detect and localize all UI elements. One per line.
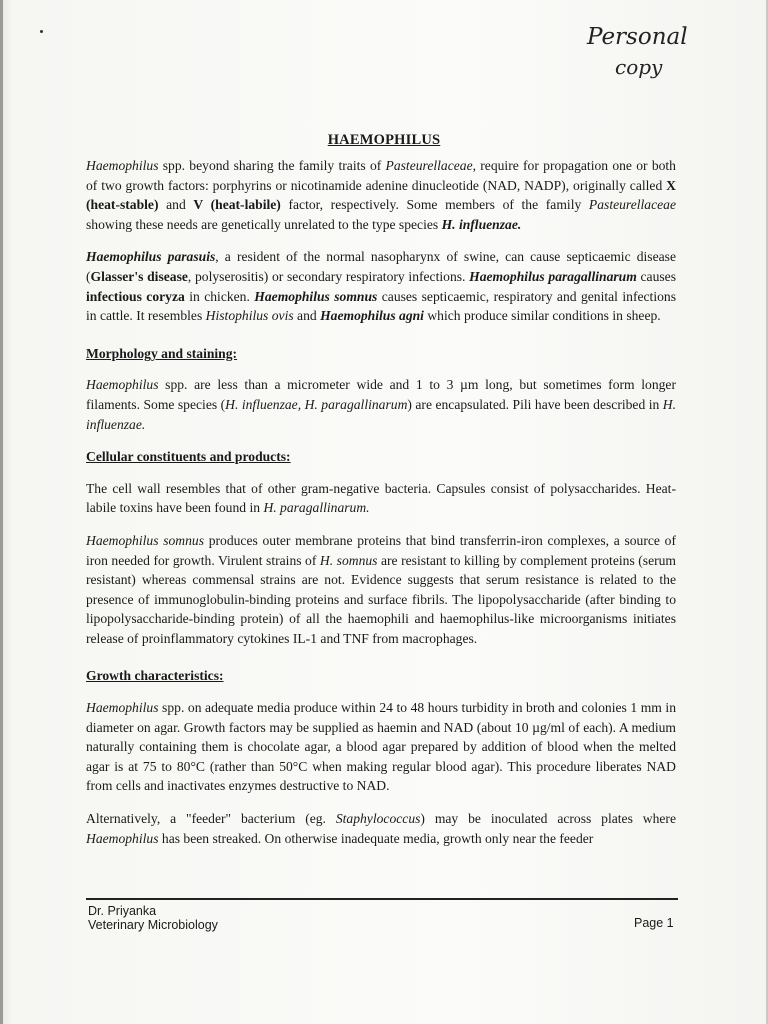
text-run: spp. are less than a micrometer wide and 1 to 3 µm long, but sometimes form longer filaments. Some species ( (86, 377, 676, 412)
species-name: Haemophilus somnus (86, 532, 204, 548)
text-run: , require for propagation one or both of two growth factors: porphyrins or nicotinamide adenine dinucleotide (NAD, NADP), originally called (86, 158, 676, 193)
species-name: Haemophilus somnus (254, 288, 378, 304)
text-run: are resistant to killing by complement proteins (serum resistant) whereas commensal strains are not. Evidence suggests that serum resistance is related to the presence of immunoglobulin-binding proteins and surface fibrils. The lipopolysaccharide (after binding to lipopolysaccharide-binding protein) of all the haemophili and haemophilus-like microorganisms initiates release of proinflammatory cytokines IL-1 and TNF from macrophages. (86, 552, 677, 646)
text-run: ) are encapsulated. Pili have been described in (407, 396, 663, 412)
footer-divider (86, 898, 678, 900)
growth-paragraph-2 (86, 809, 676, 848)
morphology-paragraph (86, 375, 676, 434)
page-number: Page 1 (634, 916, 674, 930)
species-name: H. influenzae. (441, 216, 522, 232)
footer-subject: Veterinary Microbiology (88, 918, 218, 932)
text-run: causes (636, 268, 676, 284)
genus-name: Staphylococcus (335, 811, 421, 827)
species-name: H. somnus (319, 552, 378, 568)
family-name: Pasteurellaceae (588, 197, 676, 213)
text-run: The cell wall resembles that of other gram-negative bacteria. Capsules consist of polysaccharides. Heat-labile toxins have been found in (86, 480, 676, 516)
text-run: spp. on adequate media produce within 24 to 48 hours turbidity in broth and colonies 1 mm in diameter on agar. Growth factors may be supplied as haemin and NAD (about 10 µg/ml of each). A medium naturally containing them is chocolate agar, a blood agar prepared by addition of blood when the melted agar is at 75 to 80°C (rather than 50°C when making regular blood agar). This procedure liberates NAD from cells and inactivates enzymes destructive to NAD. (86, 700, 676, 794)
text-run: and (293, 308, 321, 324)
genus-name: Haemophilus (86, 830, 159, 846)
scan-speck (40, 30, 43, 33)
text-run: factor, respectively. Some members of the family (280, 197, 589, 213)
species-name: H. influenzae, H. paragallinarum (225, 396, 408, 412)
handwritten-line-2: copy (615, 55, 663, 79)
x-factor-term: X (heat-stable) (86, 177, 676, 213)
growth-heading: Growth characteristics: (86, 668, 224, 684)
text-run: showing these needs are genetically unrelated to the type species (86, 216, 442, 232)
text-run: and (158, 197, 194, 213)
handwritten-line-1: Personal (587, 24, 688, 50)
species-name: Histophilus ovis (205, 308, 294, 324)
disease-name: infectious coryza (86, 288, 185, 304)
text-run: Alternatively, a "feeder" bacterium (eg. (86, 811, 336, 827)
text-run: in chicken. (184, 288, 255, 304)
species-name: Haemophilus paragallinarum (469, 268, 637, 284)
genus-name: Haemophilus (86, 700, 159, 716)
growth-paragraph-1 (86, 698, 676, 796)
text-run: causes septicaemic, respiratory and genital infections in cattle. It resembles (86, 288, 676, 324)
cellular-paragraph-2 (86, 531, 676, 649)
species-name: H. influenzae. (86, 396, 676, 432)
document-body (86, 156, 676, 861)
genus-name: Haemophilus (86, 158, 159, 173)
family-name: Pasteurellaceae (385, 158, 473, 173)
v-factor-term: V (heat-labile) (193, 197, 281, 213)
scan-edge-left (0, 0, 3, 1024)
species-name: Haemophilus agni (320, 308, 424, 324)
text-run: has been streaked. On otherwise inadequate media, growth only near the feeder (158, 830, 594, 846)
morphology-heading: Morphology and staining: (86, 345, 238, 361)
cellular-paragraph-1 (86, 479, 676, 518)
cellular-heading: Cellular constituents and products: (86, 449, 291, 465)
text-run: , polyserositis) or secondary respiratory infections. (187, 268, 470, 284)
parasuis-paragraph (86, 247, 676, 325)
disease-name: Glasser's disease (90, 268, 188, 284)
genus-name: Haemophilus (86, 377, 159, 393)
footer-author: Dr. Priyanka (88, 904, 157, 918)
species-name: Haemophilus parasuis (86, 249, 216, 265)
page-title: HAEMOPHILUS (327, 132, 441, 148)
text-run: which produce similar conditions in sheep. (423, 308, 661, 324)
text-run: , a resident of the normal nasopharynx of swine, can cause septicaemic disease ( (86, 249, 676, 284)
text-run: ) may be inoculated across plates where (420, 811, 676, 827)
intro-paragraph (86, 156, 676, 234)
text-run: spp. beyond sharing the family traits of (158, 158, 386, 173)
species-name: H. paragallinarum. (263, 500, 370, 516)
handwritten-annotation (585, 14, 695, 84)
text-run: produces outer membrane proteins that bind transferrin-iron complexes, a source of iron needed for growth. Virulent strains of (86, 532, 676, 568)
